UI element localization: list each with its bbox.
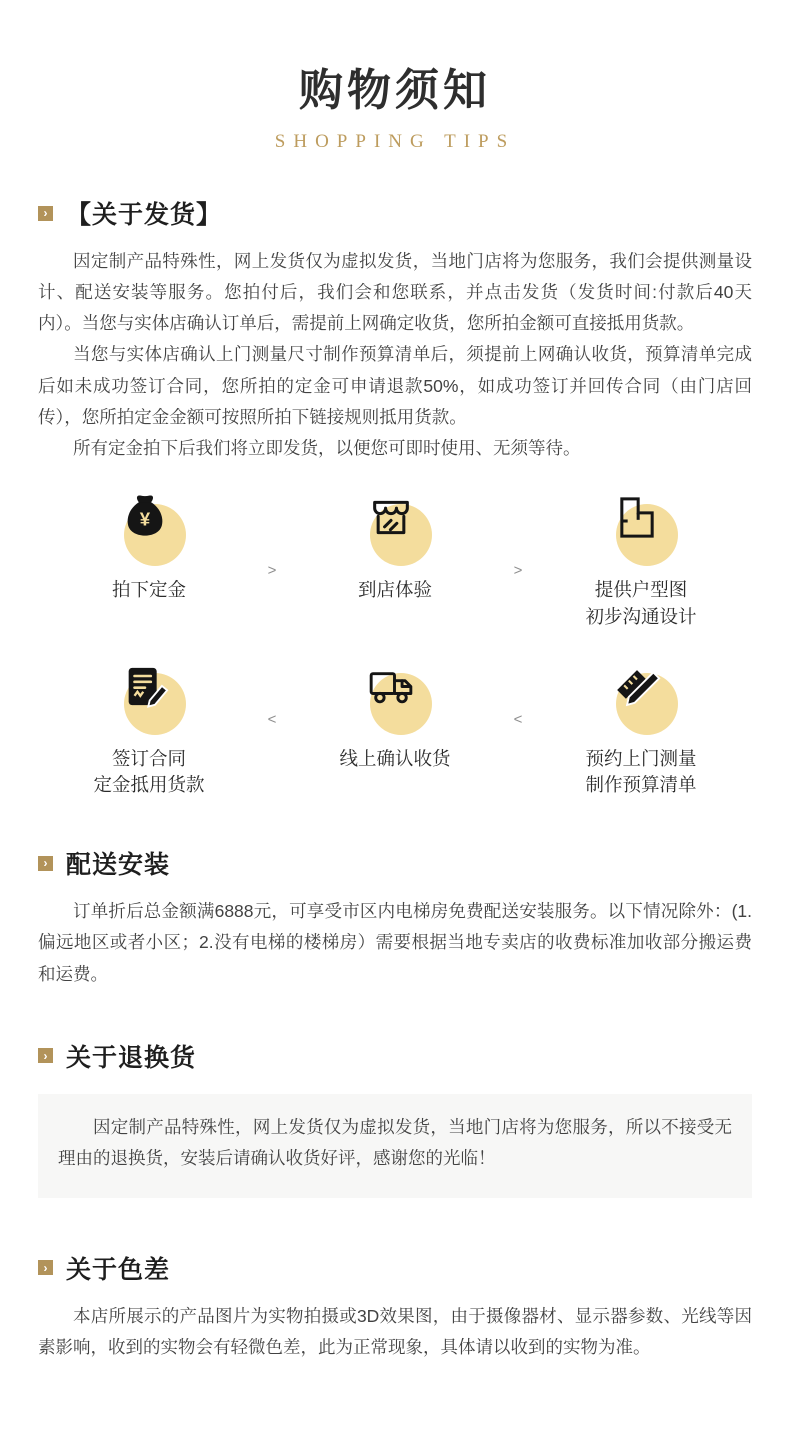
delivery-paragraph: 订单折后总金额满6888元，可享受市区内电梯房免费配送安装服务。以下情况除外：(1.偏远地区或者小区；2.没有电梯的楼梯房）需要根据当地专卖店的收费标准加收部分搬运费和运费。 (38, 901, 752, 984)
gold-arrow-bullet-icon: › (38, 1260, 53, 1275)
step-label: 签订合同 定金抵用货款 (93, 747, 205, 796)
step-provide-floor-plan (536, 490, 746, 631)
step-label: 线上确认收货 (339, 747, 451, 769)
section-header-color-diff (38, 1250, 752, 1286)
page-subtitle: SHOPPING TIPS (274, 131, 516, 152)
page-title: 购物须知 (299, 66, 491, 115)
title-block (38, 0, 752, 153)
arrow-right-separator: > (267, 561, 277, 579)
section-header-shipping (38, 195, 752, 231)
step-measure-appointment (536, 659, 746, 800)
section-header-returns (38, 1038, 752, 1074)
step-sign-contract (44, 659, 254, 800)
arrow-left-separator: < (267, 710, 277, 728)
section-title-color-diff: 关于色差 (66, 1255, 171, 1284)
arrow-left-separator: < (513, 710, 523, 728)
step-visit-store (290, 490, 500, 604)
color-diff-paragraph: 本店所展示的产品图片为实物拍摄或3D效果图，由于摄像器材、显示器参数、光线等因素影响，收到的实物会有轻微色差，此为正常现象，具体请以收到的实物为准。 (38, 1305, 752, 1358)
arrow-right-separator: > (513, 561, 523, 579)
shipping-paragraph-2: 当您与实体店确认上门测量尺寸制作预算清单后，须提前上网确认收货，预算清单完成后如未成功签订合同，您所拍的定金可申请退款50%，如成功签订并回传合同（由门店回传），您所拍定金金额可按照所拍下链接规则抵用货款。 (38, 344, 752, 427)
store-icon (355, 490, 435, 568)
step-pay-deposit (44, 490, 254, 604)
gold-arrow-bullet-icon: › (38, 1048, 53, 1063)
step-label: 提供户型图 初步沟通设计 (585, 578, 697, 627)
section-title-returns: 关于退换货 (66, 1043, 197, 1072)
svg-text:¥: ¥ (139, 508, 151, 530)
process-row-1 (38, 490, 752, 631)
contract-icon (109, 659, 189, 737)
section-title-shipping: 【关于发货】 (66, 201, 223, 229)
step-label: 到店体验 (357, 578, 432, 600)
shipping-paragraph-3: 所有定金拍下后我们将立即发货，以便您可即时使用、无须等待。 (73, 437, 581, 458)
step-confirm-receipt (290, 659, 500, 773)
shipping-paragraph-1: 因定制产品特殊性，网上发货仅为虚拟发货，当地门店将为您服务，我们会提供测量设计、配送安装等服务。您拍付后，我们会和您联系，并点击发货（发货时间:付款后40天内）。当您与实体店确认订单后，需提前上网确定收货，您所拍金额可直接抵用货款。 (38, 251, 752, 334)
bottom-spacer (38, 1363, 752, 1433)
measure-icon (601, 659, 681, 737)
gold-arrow-bullet-icon: › (38, 206, 53, 221)
returns-paragraph: 因定制产品特殊性，网上发货仅为虚拟发货，当地门店将为您服务，所以不接受无理由的退换货，安装后请确认收货好评，感谢您的光临！ (58, 1116, 732, 1168)
step-label: 拍下定金 (111, 578, 186, 600)
section-title-delivery: 配送安装 (66, 851, 171, 880)
returns-note-box (38, 1094, 752, 1198)
floor-plan-icon (601, 490, 681, 568)
gold-arrow-bullet-icon: › (38, 856, 53, 871)
money-bag-icon (109, 490, 189, 568)
process-row-2 (38, 659, 752, 800)
step-label: 预约上门测量 制作预算清单 (585, 747, 697, 796)
section-header-delivery (38, 845, 752, 881)
truck-icon (355, 659, 435, 737)
